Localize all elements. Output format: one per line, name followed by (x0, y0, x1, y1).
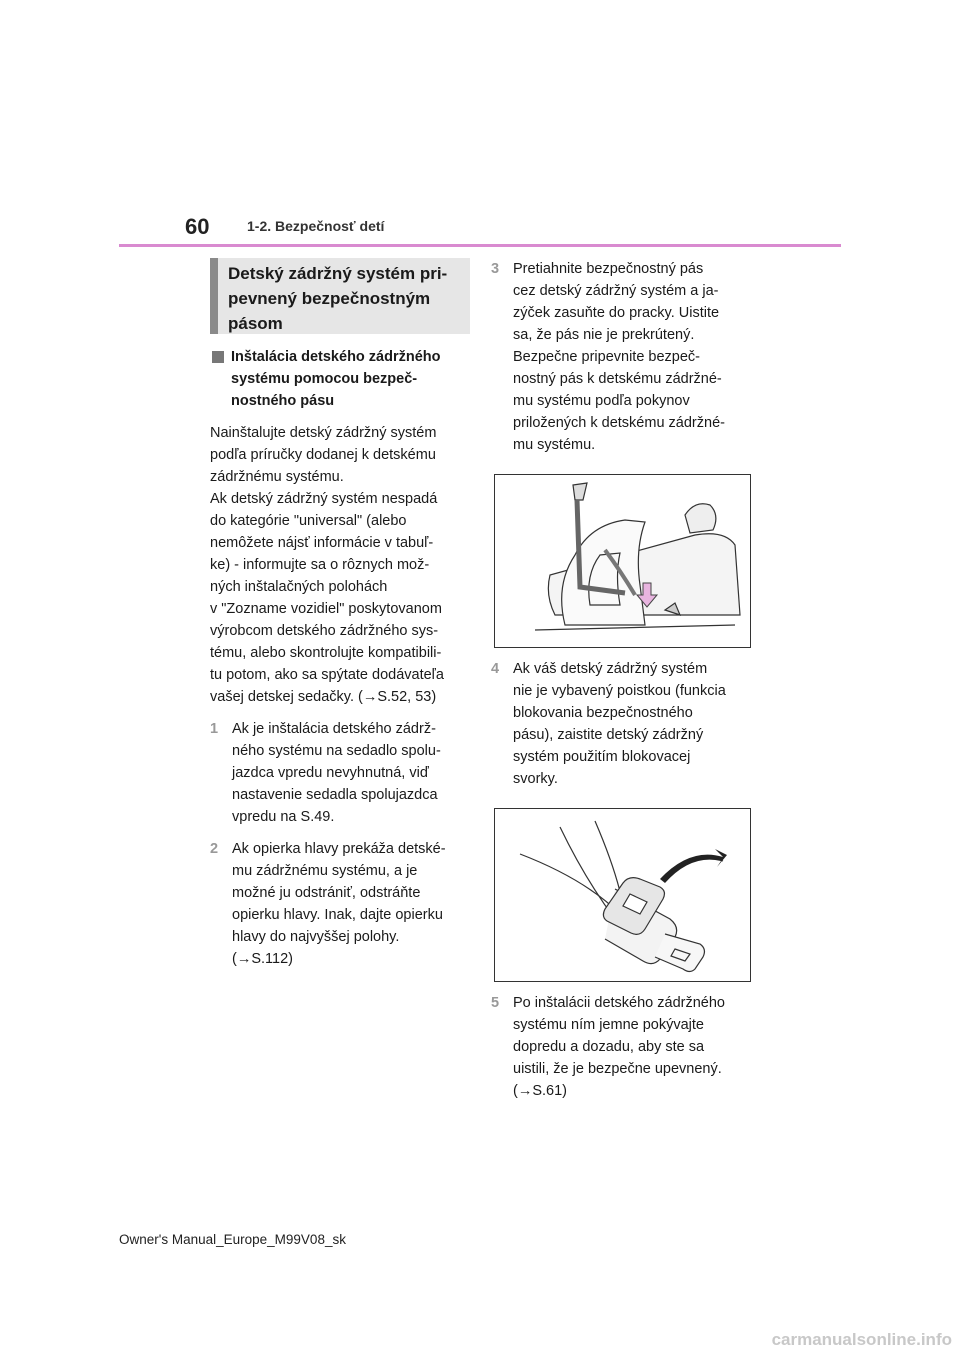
step-line: priložených k detskému zádržné- (513, 415, 725, 431)
step-2 (210, 838, 470, 970)
paragraph-line: nemôžete nájsť informácie v tabuľ- (210, 535, 434, 551)
footer-manual-id: Owner's Manual_Europe_M99V08_sk (119, 1232, 346, 1247)
step-line: Ak opierka hlavy prekáža detské- (232, 841, 446, 857)
step-5 (491, 992, 751, 1102)
step-line: systému ním jemne pokývajte (513, 1017, 704, 1033)
paragraph-line: výrobcom detského zádržného sys- (210, 623, 439, 639)
paragraph-line: podľa príručky dodanej k detskému (210, 447, 436, 463)
step-number: 4 (491, 661, 500, 677)
square-bullet-icon (212, 351, 224, 363)
step-number: 1 (210, 721, 219, 737)
page-number: 60 (185, 214, 210, 239)
heading-line: pásom (228, 314, 283, 333)
step-line: blokovania bezpečnostného (513, 705, 693, 721)
locking-clip-illustration (494, 808, 751, 982)
heading-line: Detský zádržný systém pri- (228, 264, 448, 283)
step-line: dopredu a dozadu, aby ste sa (513, 1039, 705, 1055)
step-line: Bezpečne pripevnite bezpeč- (513, 349, 701, 365)
heading-line: pevnený bezpečnostným (228, 289, 431, 308)
step-line: sa, že pás nie je prekrútený. (513, 327, 695, 343)
step-line: opierku hlavy. Inak, dajte opierku (232, 907, 443, 923)
paragraph-line: tu potom, ako sa spýtate dodávateľa (210, 667, 444, 683)
section-heading (210, 258, 470, 334)
step-line: mu systému. (513, 437, 596, 453)
locking-clip-icon (495, 809, 750, 981)
step-line: jazdca vpredu nevyhnutná, viď (232, 765, 429, 781)
paragraph-line: tému, alebo skontrolujte kompatibili- (210, 645, 442, 661)
intro-paragraph (210, 422, 470, 708)
paragraph-line: Ak detský zádržný systém nespadá (210, 491, 438, 507)
section-title: 1-2. Bezpečnosť detí (247, 218, 385, 234)
step-number: 3 (491, 261, 500, 277)
watermark: carmanualsonline.info (771, 1330, 952, 1349)
step-line: (→S.61) (513, 1083, 567, 1099)
subheading-line: Inštalácia detského zádržného (231, 349, 441, 365)
paragraph-line: do kategórie "universal" (alebo (210, 513, 407, 529)
paragraph-line: v "Zozname vozidiel" poskytovanom (210, 601, 442, 617)
child-seat-belt-routing-icon (495, 475, 750, 647)
paragraph-line: zádržnému systému. (210, 469, 344, 485)
left-column (210, 258, 470, 970)
step-line: nie je vybavený poistkou (funkcia (513, 683, 726, 699)
step-1 (210, 718, 470, 828)
step-line: hlavy do najvyššej polohy. (232, 929, 400, 945)
subheading-line: nostného pásu (231, 393, 335, 409)
paragraph-line: ných inštalačných polohách (210, 579, 388, 595)
step-line: zýček zasuňte do pracky. Uistite (513, 305, 720, 321)
header-rule (119, 244, 841, 247)
right-column (491, 258, 751, 1102)
step-number: 2 (210, 841, 219, 857)
step-line: uistili, že je bezpečne upevnený. (513, 1061, 722, 1077)
subheading-line: systému pomocou bezpeč- (231, 371, 418, 387)
subheading (210, 346, 470, 412)
step-line: pásu), zaistite detský zádržný (513, 727, 704, 743)
step-line: nastavenie sedadla spolujazdca (232, 787, 438, 803)
step-line: Po inštalácii detského zádržného (513, 995, 725, 1011)
step-line: mu zádržnému systému, a je (232, 863, 418, 879)
step-3 (491, 258, 751, 456)
step-line: Ak váš detský zádržný systém (513, 661, 708, 677)
paragraph-line: vašej detskej sedačky. (→S.52, 53) (210, 689, 437, 705)
step-4 (491, 658, 751, 790)
step-line: Ak je inštalácia detského zádrž- (232, 721, 436, 737)
step-line: cez detský zádržný systém a ja- (513, 283, 719, 299)
step-line: (→S.112) (232, 951, 293, 967)
step-line: možné ju odstrániť, odstráňte (232, 885, 421, 901)
step-line: mu systému podľa pokynov (513, 393, 690, 409)
step-line: nostný pás k detskému zádržné- (513, 371, 722, 387)
paragraph-line: Nainštalujte detský zádržný systém (210, 425, 437, 441)
step-number: 5 (491, 995, 500, 1011)
step-line: systém použitím blokovacej (513, 749, 691, 765)
step-line: Pretiahnite bezpečnostný pás (513, 261, 704, 277)
step-line: vpredu na S.49. (232, 809, 335, 825)
paragraph-line: ke) - informujte sa o rôznych mož- (210, 557, 430, 573)
child-seat-illustration (494, 474, 751, 648)
step-line: svorky. (513, 771, 558, 787)
step-line: ného systému na sedadlo spolu- (232, 743, 441, 759)
